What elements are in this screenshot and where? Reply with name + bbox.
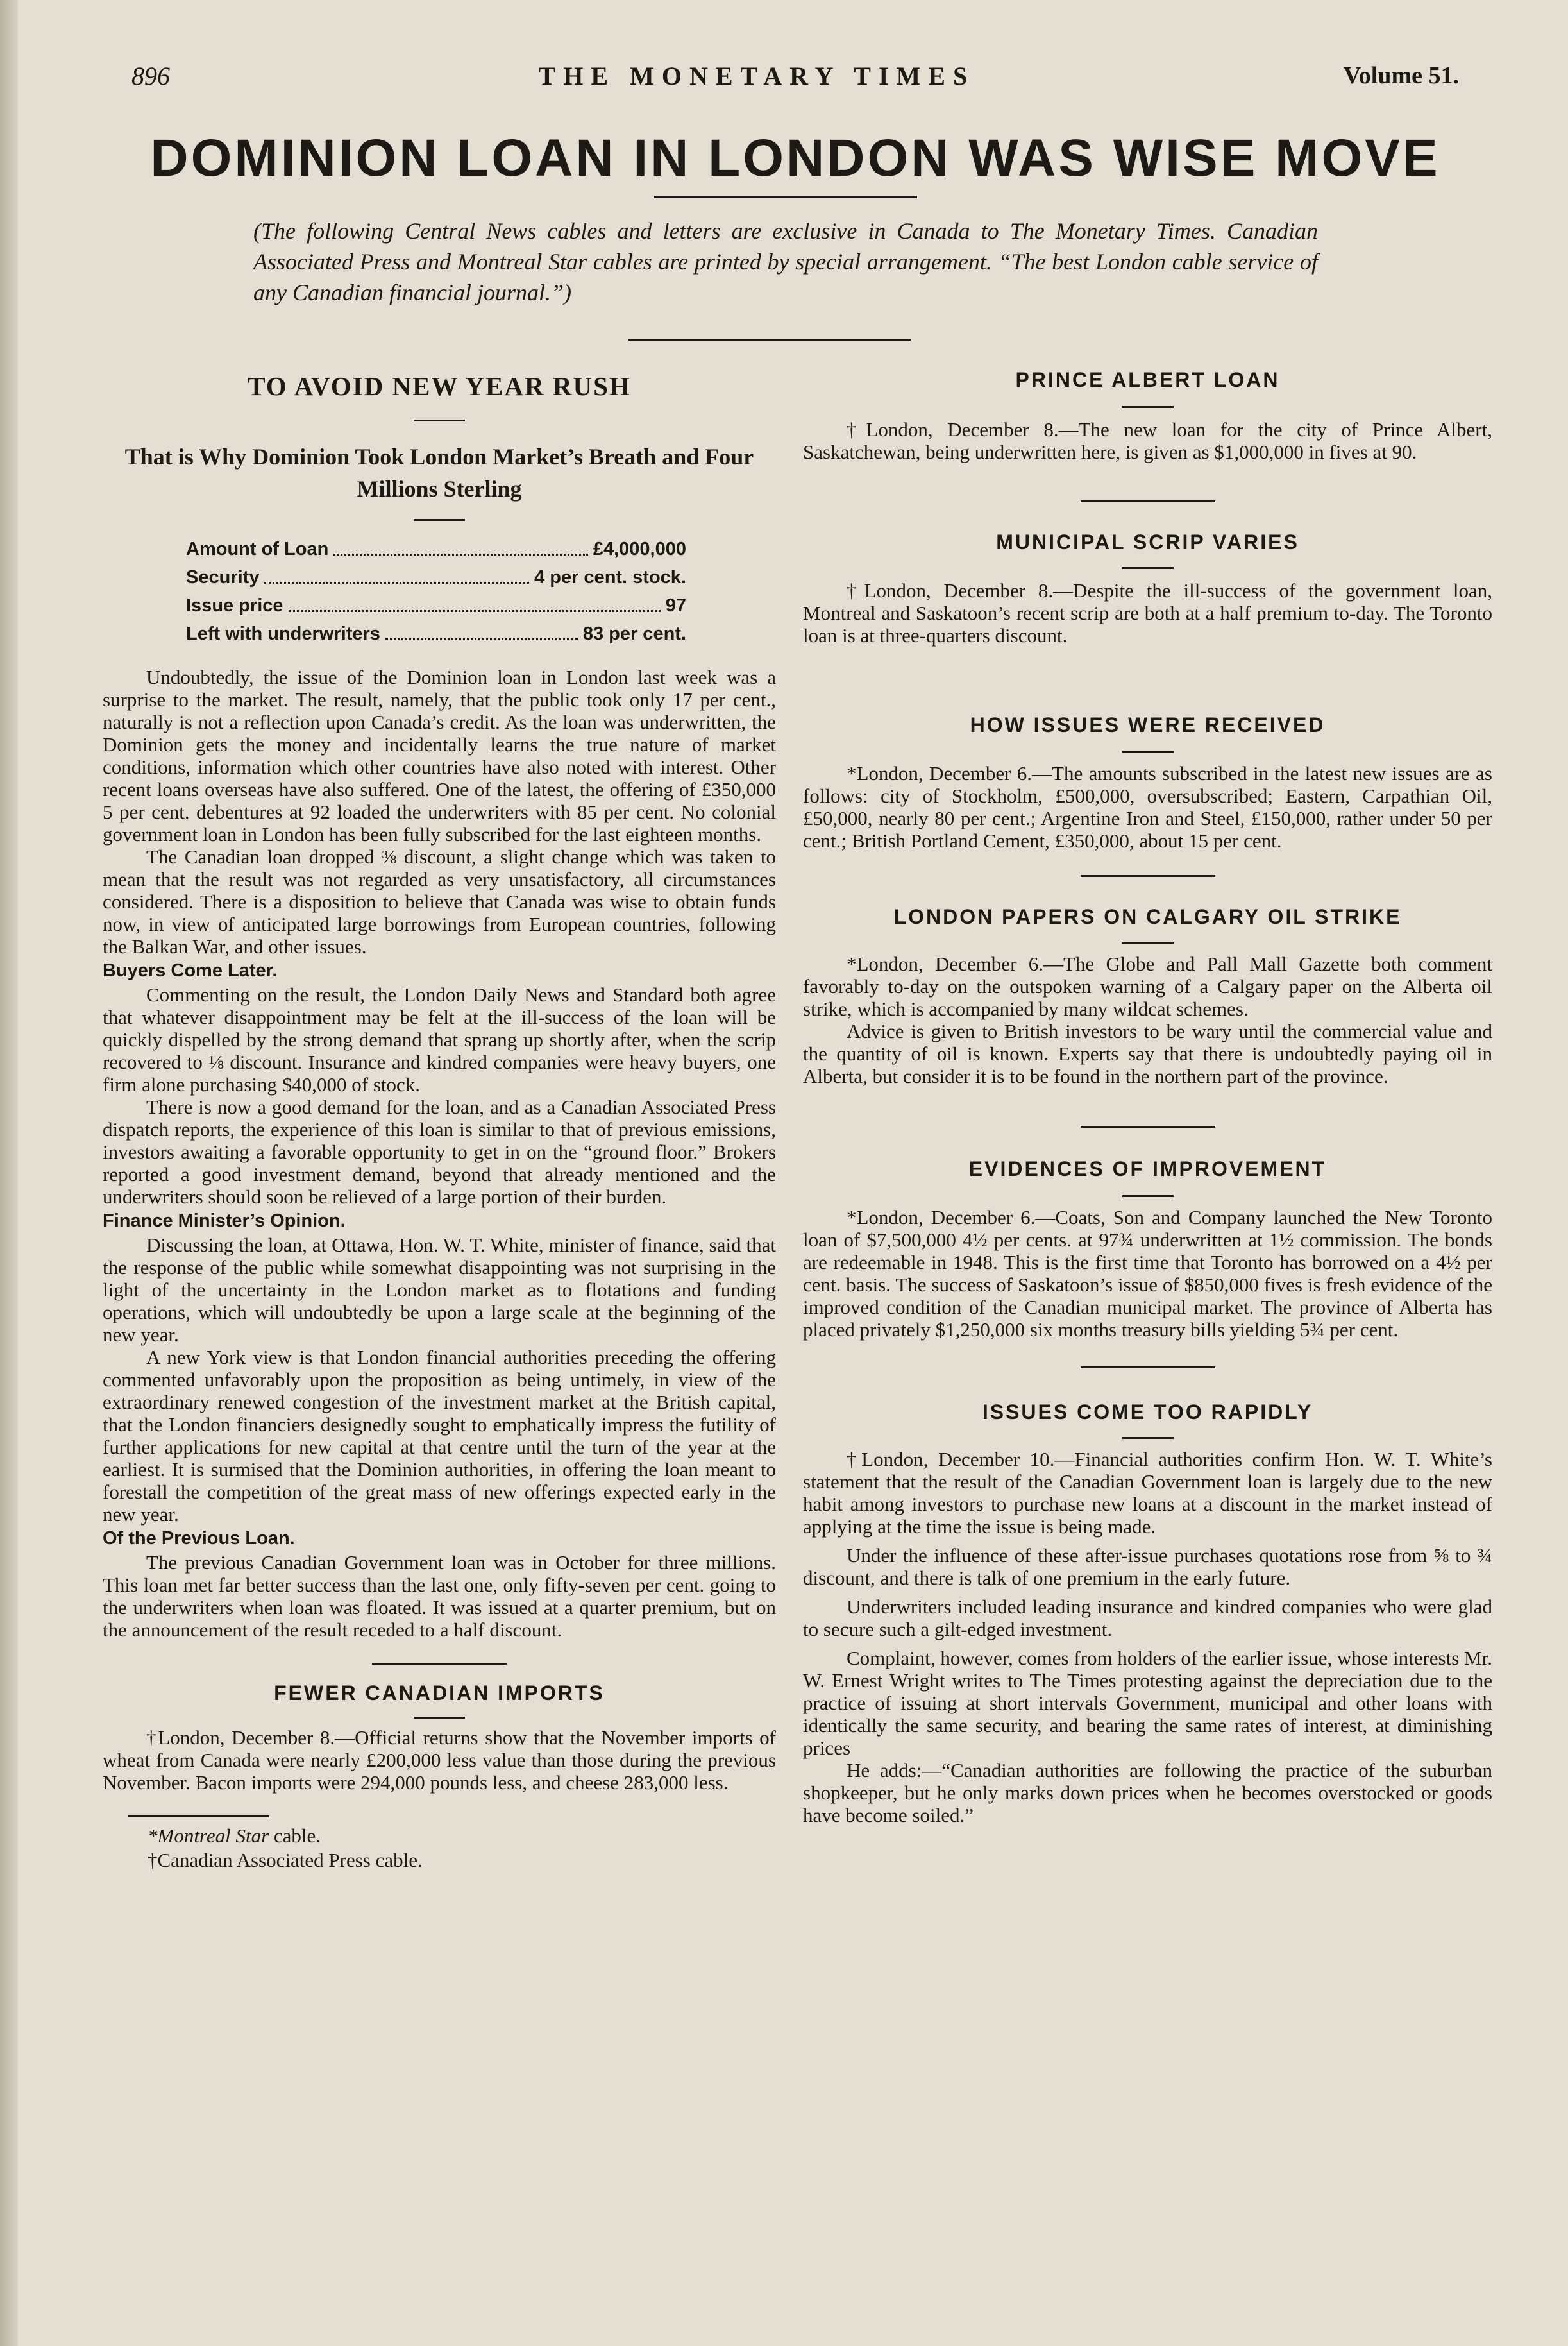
paragraph: Underwriters included leading insurance and kindred companies who were glad to secure such a gilt-edged investment. xyxy=(803,1595,1492,1640)
paragraph: A new York view is that London financial authorities preceding the offering commented unfavorably upon the proposition as being untimely, in view of the extraordinary renewed congestion of the investment market at the British capital, that the London financiers designedly sought to emphatically impress the futility of further applications for new capital at that centre until the turn of the year at the earliest. It is surmised that the Dominion authorities, in offering the loan meant to forestall the competition of the great mass of new offerings expected early in the new year. xyxy=(103,1346,776,1526)
stat-value: 4 per cent. stock. xyxy=(534,567,686,588)
stat-value: 97 xyxy=(665,595,686,616)
publication-title: THE MONETARY TIMES xyxy=(538,61,975,90)
headline-rule xyxy=(1122,406,1174,408)
leader-dots xyxy=(264,563,529,584)
paragraph: *London, December 6.—Coats, Son and Company launched the New Toronto loan of $7,500,000 4½ per cents. at 97¾ underwritten at 1½ commission. The bonds are redeemable in 1948. This is the first time that Toronto has borrowed on a 4½ per cent. basis. The success of Saskatoon’s issue of $850,000 fives is fresh evidence of the improved condition of the Canadian municipal market. The province of Alberta has placed privately $1,250,000 six months treasury bills yielding 5¾ per cent. xyxy=(803,1206,1492,1341)
section-divider xyxy=(1081,875,1215,877)
headline-municipal-scrip: MUNICIPAL SCRIP VARIES xyxy=(996,531,1299,554)
paragraph: *London, December 6.—The amounts subscribed in the latest new issues are as follows: city of Stockholm, £500,000, oversubscribed; Eastern, Carpathian Oil, £50,000, nearly 80 per cent.; Argentine Iron and Steel, £150,000, rather under 50 per cent.; British Portland Cement, £350,000, about 15 per cent. xyxy=(803,762,1492,852)
article-title: DOMINION LOAN IN LONDON WAS WISE MOVE xyxy=(150,129,1440,187)
headline-rule xyxy=(1122,1195,1174,1197)
intro-rule xyxy=(628,339,911,341)
leader-dots xyxy=(385,620,578,640)
leader-dots xyxy=(289,591,661,612)
paragraph: Complaint, however, comes from holders of the earlier issue, whose interests Mr. W. Ernest Wright writes to The Times protesting against the depreciation due to the practice of issuing at short intervals Government, municipal and other loans with identically the same security, and bearing the same rates of interest, at diminishing prices xyxy=(803,1647,1492,1759)
headline-rule xyxy=(1122,567,1174,569)
page-number: 896 xyxy=(131,61,170,90)
title-rule xyxy=(654,196,917,198)
stat-row xyxy=(186,535,686,563)
headline-calgary-oil-strike: LONDON PAPERS ON CALGARY OIL STRIKE xyxy=(893,905,1402,928)
stat-row xyxy=(186,620,686,648)
footnote-rule xyxy=(128,1815,269,1817)
footnote-source: *Montreal Star xyxy=(148,1824,269,1847)
stat-value: £4,000,000 xyxy=(593,539,686,559)
headline-fewer-imports: FEWER CANADIAN IMPORTS xyxy=(274,1681,605,1704)
paragraph: There is now a good demand for the loan, and as a Canadian Associated Press dispatch reports, the experience of this loan is similar to that of previous emissions, investors awaiting a favorable opportunity to get in on the “ground floor.” Brokers reported a good investment demand, beyond that already mentioned and the underwriters should soon be relieved of a large portion of their burden. xyxy=(103,1096,776,1208)
paragraph: He adds:—“Canadian authorities are following the practice of the suburban shopkeeper, but he only marks down prices when he becomes overstocked or goods have become soiled.” xyxy=(803,1759,1492,1826)
section-divider xyxy=(1081,500,1215,502)
headline-new-year-rush: TO AVOID NEW YEAR RUSH xyxy=(248,371,631,401)
paragraph: †London, December 8.—Official returns show that the November imports of wheat from Canada were nearly £200,000 less value than those during the previous November. Bacon imports were 294,000 pounds less, and cheese 283,000 less. xyxy=(103,1726,776,1794)
section-divider xyxy=(372,1663,507,1665)
paragraph: The previous Canadian Government loan was in October for three millions. This loan met far better success than the last one, only fifty-seven per cent. going to the underwriters when loan was floated. It was issued at a quarter premium, but on the announcement of the result receded to a half discount. xyxy=(103,1551,776,1641)
intro-note: (The following Central News cables and letters are exclusive in Canada to The Monetary Times. Canadian Associated Press and Montreal Star cables are printed by special arrangement. “The best London cable service of any Canadian financial journal.”) xyxy=(253,218,1318,305)
paragraph: Undoubtedly, the issue of the Dominion loan in London last week was a surprise to the market. The result, namely, that the public took only 17 per cent., naturally is not a reflection upon Canada’s credit. As the loan was underwritten, the Dominion gets the money and incidentally learns the true nature of market conditions, information which other countries have also noted with interest. Other recent loans overseas have also suffered. One of the latest, the offering of £350,000 5 per cent. debentures at 92 loaded the underwriters with 85 per cent. No colonial government loan in London has been fully subscribed for the last eighteen months. xyxy=(103,666,776,846)
side-heading-previous-loan: Of the Previous Loan. xyxy=(103,1528,295,1549)
paragraph: The Canadian loan dropped ⅜ discount, a slight change which was taken to mean that the result was not regarded as very unsatisfactory, all circumstances considered. There is a disposition to believe that Canada was wise to obtain funds now, in view of anticipated large borrowings from European countries, following the Balkan War, and other issues. xyxy=(103,846,776,958)
headline-evidences-of-improvement: EVIDENCES OF IMPROVEMENT xyxy=(968,1157,1327,1180)
paragraph: Commenting on the result, the London Daily News and Standard both agree that whatever disappointment may be felt at the ill-success of the loan will be quickly dispelled by the strong demand that sprang up shortly after, when the scrip recovered to ⅛ discount. Insurance and kindred companies were heavy buyers, one firm alone purchasing $40,000 of stock. xyxy=(103,983,776,1096)
side-heading-buyers: Buyers Come Later. xyxy=(103,960,278,981)
paragraph: †London, December 8.—The new loan for the city of Prince Albert, Saskatchewan, being underwritten here, is given as $1,000,000 in fives at 90. xyxy=(803,418,1492,463)
headline-prince-albert-loan: PRINCE ALBERT LOAN xyxy=(1015,368,1280,391)
paragraph: Advice is given to British investors to be wary until the commercial value and the quantity of oil is known. Experts say that there is undoubtedly paying oil in Alberta, but consider it is to be found in the northern part of the province. xyxy=(803,1020,1492,1087)
stat-value: 83 per cent. xyxy=(582,624,686,644)
running-head xyxy=(131,56,1459,95)
footnote-canadian-press: †Canadian Associated Press cable. xyxy=(148,1849,423,1871)
left-column xyxy=(103,359,776,1873)
subheadline: That is Why Dominion Took London Market’s Breath and Four Millions Sterling xyxy=(124,444,754,502)
headline-rule xyxy=(414,1717,465,1719)
loan-stats-table xyxy=(186,535,686,648)
subheadline-rule xyxy=(414,519,465,521)
stat-row xyxy=(186,591,686,620)
stat-label: Amount of Loan xyxy=(186,539,329,559)
side-heading-finance-minister: Finance Minister’s Opinion. xyxy=(103,1211,346,1231)
paragraph: †London, December 8.—Despite the ill-success of the government loan, Montreal and Saskatoon’s recent scrip are both at a half premium to-day. The Toronto loan is at three-quarters discount. xyxy=(803,579,1492,647)
leader-dots xyxy=(333,535,588,556)
volume-label: Volume 51. xyxy=(1343,62,1459,89)
headline-rule xyxy=(414,420,465,421)
headline-rule xyxy=(1122,751,1174,753)
paragraph: *London, December 6.—The Globe and Pall Mall Gazette both comment favorably to-day on the outspoken warning of a Calgary paper on the Alberta oil strike, which is accompanied by many wildcat schemes. xyxy=(803,953,1492,1020)
stat-row xyxy=(186,563,686,591)
headline-rule xyxy=(1122,1437,1174,1439)
paragraph: Under the influence of these after-issue purchases quotations rose from ⅝ to ¾ discount, and there is talk of one premium in the early future. xyxy=(803,1544,1492,1589)
footnote-text: cable. xyxy=(269,1824,321,1847)
footnote-montreal-star xyxy=(148,1824,776,1848)
headline-rule xyxy=(1122,942,1174,944)
stat-label: Security xyxy=(186,567,260,588)
headline-how-issues-received: HOW ISSUES WERE RECEIVED xyxy=(970,713,1326,736)
section-divider xyxy=(1081,1126,1215,1128)
stat-label: Left with underwriters xyxy=(186,624,380,644)
headline-issues-too-rapidly: ISSUES COME TOO RAPIDLY xyxy=(982,1400,1313,1424)
paragraph: Discussing the loan, at Ottawa, Hon. W. T. White, minister of finance, said that the response of the public while somewhat disappointing was not surprising in the light of the uncertainty in the London market as to flotations and funding operations, which will undoubtedly be upon a large scale at the beginning of the new year. xyxy=(103,1234,776,1346)
paragraph: †London, December 10.—Financial authorities confirm Hon. W. T. White’s statement that the result of the Canadian Government loan is largely due to the new habit among investors to purchase new loans at a discount in the market instead of applying at the time the issue is being made. xyxy=(803,1448,1492,1538)
right-column xyxy=(803,359,1492,1826)
section-divider xyxy=(1081,1366,1215,1368)
stat-label: Issue price xyxy=(186,595,283,616)
